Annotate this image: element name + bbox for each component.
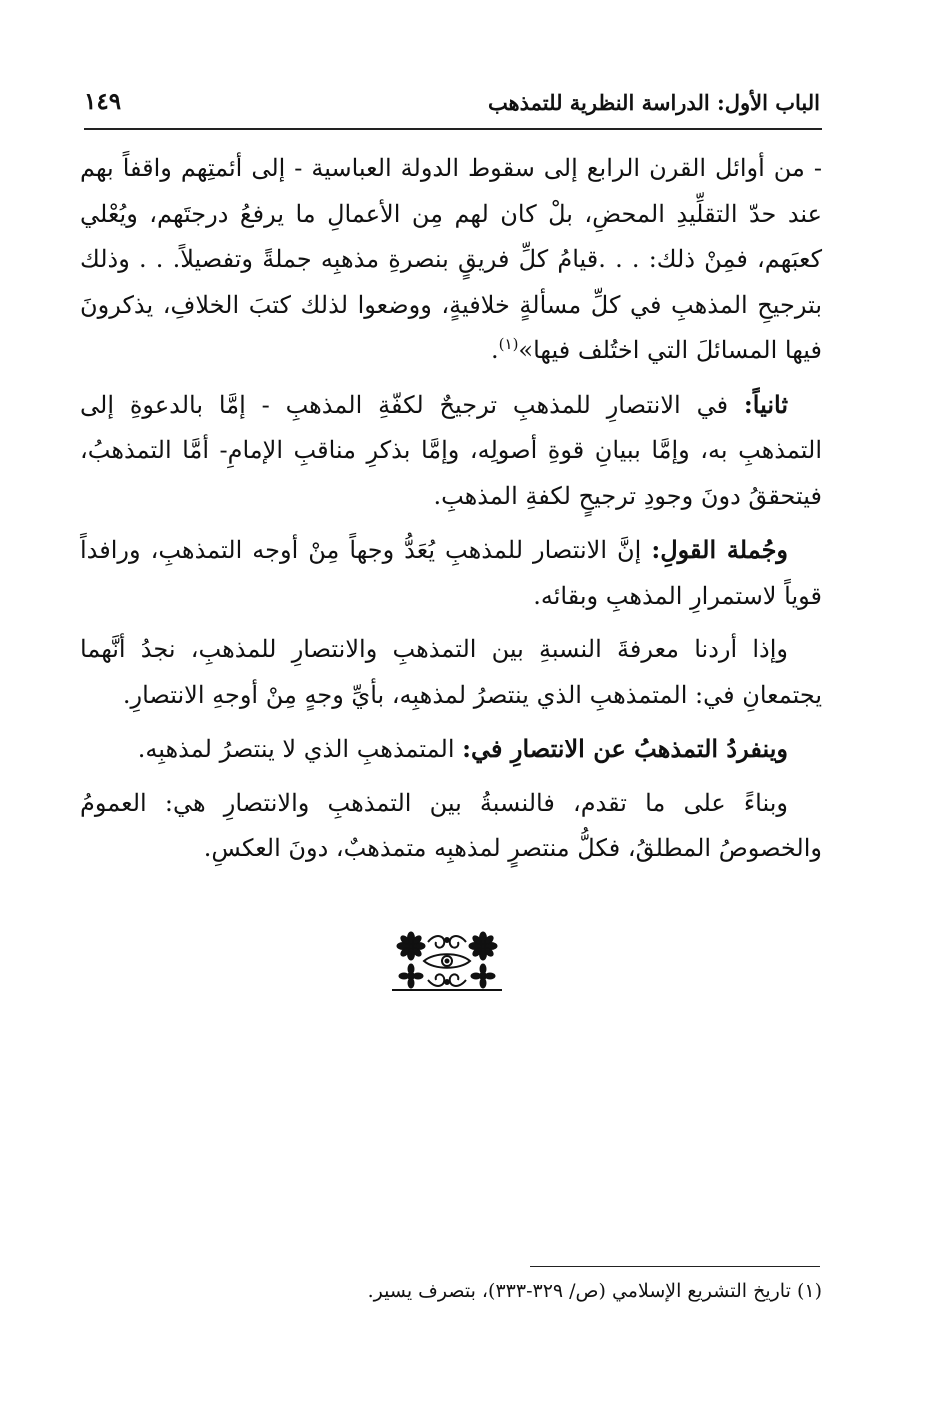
page-number: ١٤٩ [84,88,122,115]
paragraph-2-text: في الانتصارِ للمذهبِ ترجيحٌ لكفّةِ المذهبِ - إمَّا بالدعوةِ إلى التمذهبِ به، وإمَّا ببيانِ قوةِ أصولِه، وإمَّا بذكرِ مناقبِ الإمامِ- أمَّا التمذهبُ، فيتحققُ دونَ وجودِ ترجيحٍ لكفةِ المذهبِ. [80,390,822,510]
footnote-divider [530,1266,820,1267]
paragraph-1 [80,146,822,374]
paragraph-2-lead: ثانياً: [743,389,788,419]
paragraph-6-text: وبناءً على ما تقدم، فالنسبةُ بين التمذهبِ والانتصارِ هي: العمومُ والخصوصُ المطلقُ، فكلُّ منتصرٍ لمذهبِه متمذهبٌ، دونَ العكسِ. [80,788,822,862]
paragraph-6 [80,781,822,872]
floral-ornament-icon [388,930,506,992]
paragraph-4 [80,627,822,718]
paragraph-3-text: إنَّ الانتصار للمذهبِ يُعَدُّ وجهاً مِنْ أوجه التمذهبِ، ورافداً قوياً لاستمرارِ المذهبِ وبقائه. [80,536,822,610]
main-text [80,146,822,880]
chapter-title: الباب الأول: الدراسة النظرية للتمذهب [487,90,820,115]
footnote [80,1276,822,1306]
paragraph-2 [80,382,822,520]
paragraph-5 [80,726,822,773]
paragraph-4-text: وإذا أردنا معرفةَ النسبةِ بين التمذهبِ والانتصارِ للمذهبِ، نجدُ أنَّهما يجتمعانِ في: المتمذهبِ الذي ينتصرُ لمذهبِه، بأيِّ وجهٍ مِنْ أوجهِ الانتصارِ. [80,635,822,709]
paragraph-5-text: المتمذهبِ الذي لا ينتصرُ لمذهبِه. [137,735,463,763]
footnote-text: تاريخ التشريع الإسلامي (ص/ ٣٢٩-٣٣٣)، بتصرف يسير. [367,1280,791,1302]
paragraph-1-text: - من أوائل القرن الرابع إلى سقوط الدولة العباسية - إلى أئمتِهم واقفاً بهم عند حدّ التقلِّيدِ المحضِ، بلْ كان لهم مِن الأعمالِ ما يرفعُ درجتَهم، ويُعْلي كعبَهم، فمِنْ ذلك: . . .قيامُ كلِّ فريقٍ بنصرةِ مذهبِه جملةً وتفصيلاً. . . وذلك بترجيحِ المذهبِ في كلِّ مسألةٍ خلافيةٍ، ووضعوا لذلك كتبَ الخلافِ، يذكرونَ فيها المسائلَ التي اختُلف فيها» [80,154,822,364]
paragraph-3-lead: وجُملة القولِ: [651,535,788,564]
paragraph-3 [80,527,822,619]
running-header [84,82,820,122]
header-divider [84,128,822,130]
footnote-number: (١) [796,1280,822,1302]
footnote-ref: (١) [498,335,519,353]
paragraph-1-tail: . [491,336,499,364]
paragraph-5-lead: وينفردُ التمذهبُ عن الانتصارِ في: [462,734,788,763]
